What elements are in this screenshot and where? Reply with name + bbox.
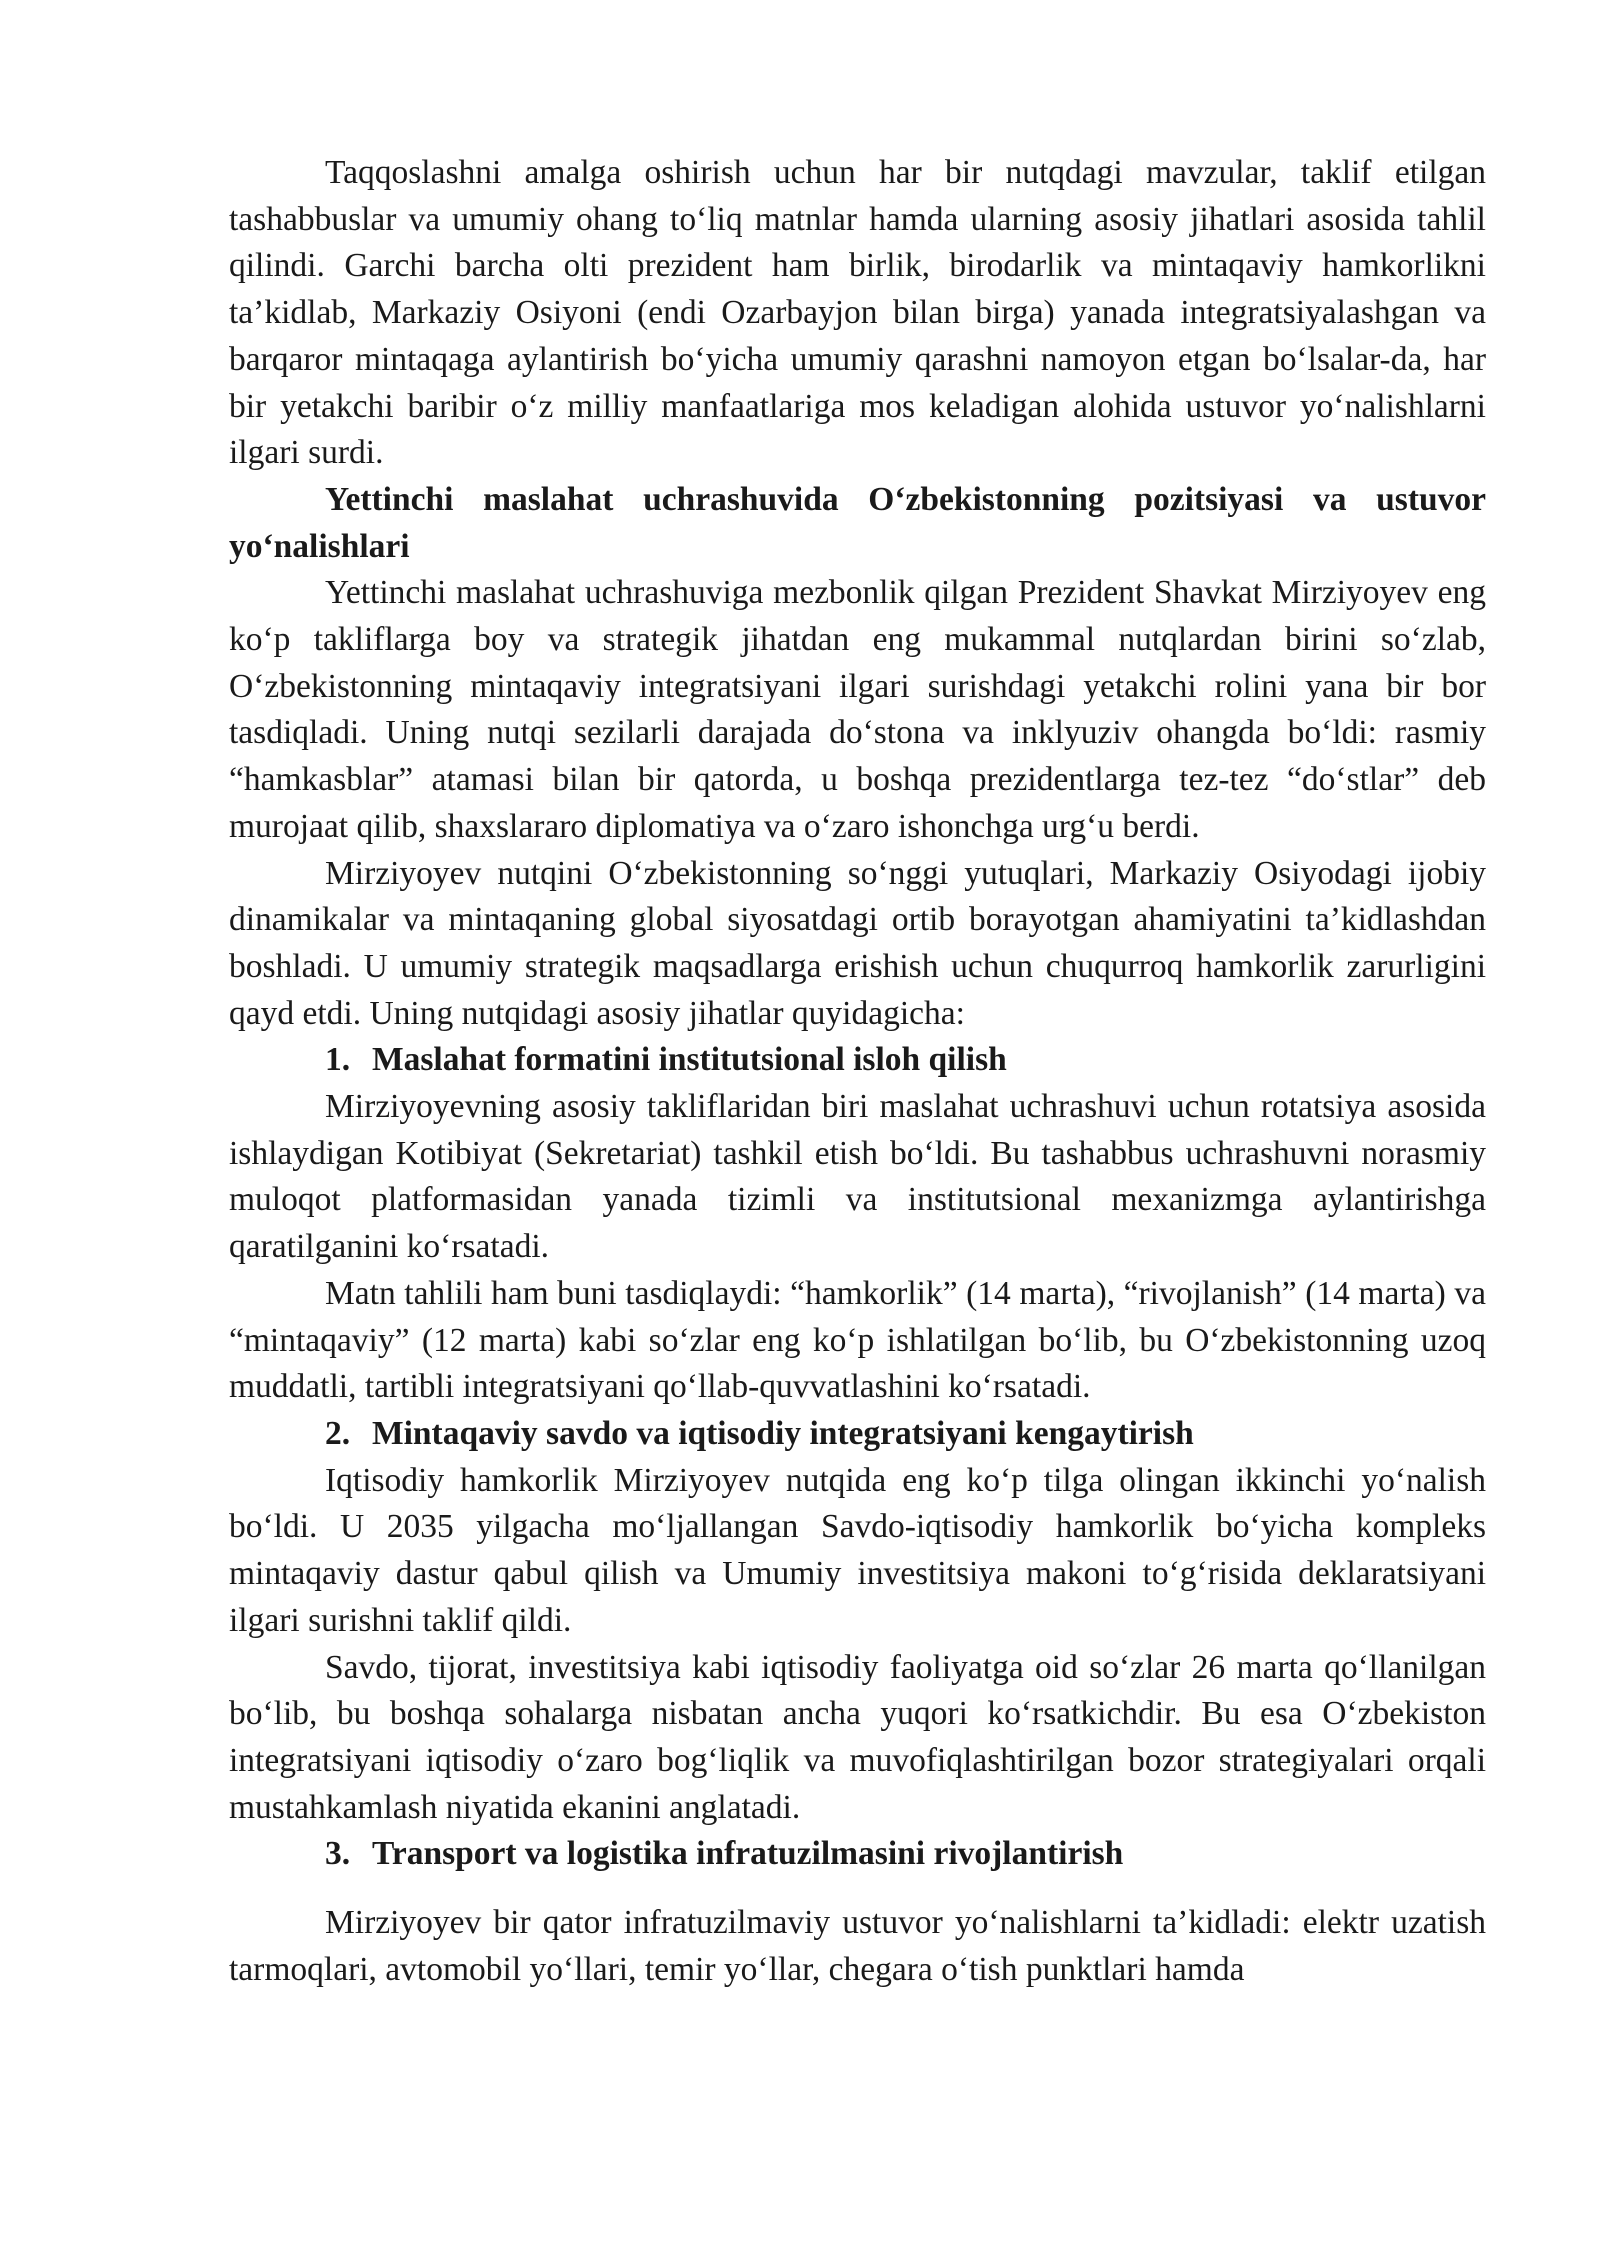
spacer	[229, 1878, 1486, 1900]
body-paragraph: Yettinchi maslahat uchrashuviga mezbonlik qilgan Prezident Shavkat Mirziyoyev eng ko‘p takliflarga boy va strategik jihatdan eng mukammal nutqlardan birini so‘zlab, O‘zbekistonning mintaqaviy integratsiyani ilgari surishdagi yetakchi rolini yana bir bor tasdiqladi. Uning nutqi sezilarli darajada do‘stona va inklyuziv ohangda bo‘ldi: rasmiy “hamkasblar” atamasi bilan bir qatorda, u boshqa prezidentlarga tez-tez “do‘stlar” deb murojaat qilib, shaxslararo diplomatiya va o‘zaro ishonchga urg‘u berdi.	[229, 574, 1486, 845]
intro-paragraph: Taqqoslashni amalga oshirish uchun har bir nutqdagi mavzular, taklif etilgan tashabbuslar va umumiy ohang to‘liq matnlar hamda ularning asosiy jihatlari asosida tahlil qilindi. Garchi barcha olti prezident ham birlik, birodarlik va mintaqaviy hamkorlikni ta’kidlab, Markaziy Osiyoni (endi Ozarbayjon bilan birga) yanada integratsiyalashgan va barqaror mintaqaga aylantirish bo‘yicha umumiy qarashni namoyon etgan bo‘lsalar-da, har bir yetakchi baribir o‘z milliy manfaatlariga mos keladigan alohida ustuvor yo‘nalishlarni ilgari surdi.	[229, 154, 1486, 472]
numbered-heading-3	[229, 1831, 1486, 1878]
heading-text: Maslahat formatini institutsional isloh qilish	[372, 1041, 1007, 1079]
body-paragraph: Matn tahlili ham buni tasdiqlaydi: “hamkorlik” (14 marta), “rivojlanish” (14 marta) va “mintaqaviy” (12 marta) kabi so‘zlar eng ko‘p ishlatilgan bo‘lib, bu O‘zbekistonning uzoq muddatli, tartibli integratsiyani qo‘llab-quvvatlashini ko‘rsatadi.	[229, 1274, 1486, 1406]
body-paragraph: Iqtisodiy hamkorlik Mirziyoyev nutqida eng ko‘p tilga olingan ikkinchi yo‘nalish bo‘ldi. U 2035 yilgacha mo‘ljallangan Savdo-iqtisodiy hamkorlik bo‘yicha kompleks mintaqaviy dastur qabul qilish va Umumiy investitsiya makoni to‘g‘risida deklaratsiyani ilgari surishni taklif qildi.	[229, 1461, 1486, 1639]
body-paragraph: Mirziyoyev nutqini O‘zbekistonning so‘nggi yutuqlari, Markaziy Osiyodagi ijobiy dinamikalar va mintaqaning global siyosatdagi ortib borayotgan ahamiyatini ta’kidlashdan boshladi. U umumiy strategik maqsadlarga erishish uchun chuqurroq hamkorlik zarurligini qayd etdi. Uning nutqidagi asosiy jihatlar quyidagicha:	[229, 854, 1486, 1032]
body-paragraph: Savdo, tijorat, investitsiya kabi iqtisodiy faoliyatga oid so‘zlar 26 marta qo‘llanilgan bo‘lib, bu boshqa sohalarga nisbatan ancha yuqori ko‘rsatkichdir. Bu esa O‘zbekiston integratsiyani iqtisodiy o‘zaro bog‘liqlik va muvofiqlashtirilgan bozor strategiyalari orqali mustahkamlash niyatida ekanini anglatadi.	[229, 1648, 1486, 1826]
section-heading: Yettinchi maslahat uchrashuvida O‘zbekistonning pozitsiyasi va ustuvor yo‘nalishlari	[229, 480, 1486, 565]
body-paragraph: Mirziyoyevning asosiy takliflaridan biri maslahat uchrashuvi uchun rotatsiya asosida ishlaydigan Kotibiyat (Sekretariat) tashkil etish bo‘ldi. Bu tashabbus uchrashuvni norasmiy muloqot platformasidan yanada tizimli va institutsional mexanizmga aylantirishga qaratilganini ko‘rsatadi.	[229, 1088, 1486, 1266]
heading-number: 1.	[325, 1041, 351, 1079]
text-column	[229, 150, 1486, 1993]
heading-number: 3.	[325, 1835, 351, 1873]
heading-number: 2.	[325, 1414, 351, 1452]
body-paragraph: Mirziyoyev bir qator infratuzilmaviy ustuvor yo‘nalishlarni ta’kidladi: elektr uzatish tarmoqlari, avtomobil yo‘llari, temir yo‘llar, chegara o‘tish punktlari hamda	[229, 1904, 1486, 1988]
numbered-heading-2	[229, 1411, 1486, 1458]
heading-text: Transport va logistika infratuzilmasini rivojlantirish	[372, 1835, 1124, 1873]
numbered-heading-1	[229, 1037, 1486, 1084]
heading-text: Mintaqaviy savdo va iqtisodiy integratsiyani kengaytirish	[372, 1414, 1194, 1452]
